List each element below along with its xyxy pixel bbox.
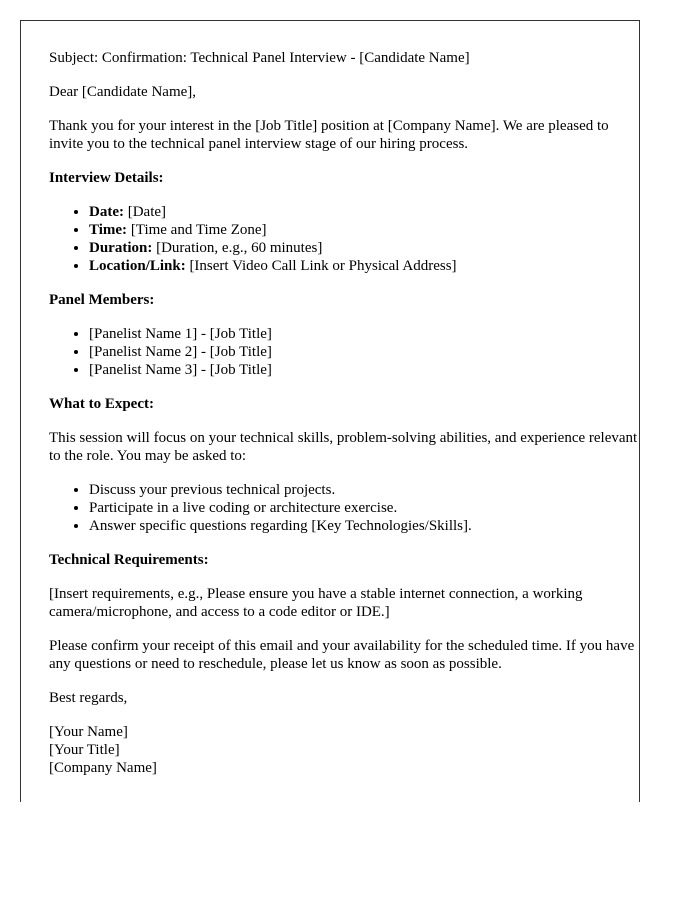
panel-member-item: • [Panelist Name 2] - [Job Title] (89, 343, 679, 361)
interview-details-heading: Interview Details: (49, 170, 164, 186)
technical-requirements-heading: Technical Requirements: (49, 552, 209, 568)
what-to-expect-heading: What to Expect: (49, 396, 154, 412)
detail-item-date (89, 203, 679, 221)
expect-list (49, 481, 679, 535)
signature-block (49, 723, 639, 777)
detail-label: Date: (89, 204, 124, 220)
closing-paragraph: Please confirm your receipt of this email and your availability for the scheduled time. If you have any questions or need to reschedule, please let us know as soon as possible. (49, 638, 635, 672)
panel-member-item: • [Panelist Name 3] - [Job Title] (89, 361, 679, 379)
detail-label: Duration: (89, 240, 153, 256)
greeting: Dear [Candidate Name], (49, 84, 197, 100)
signature-company: [Company Name] (49, 760, 157, 776)
expect-item: • Discuss your previous technical projects. (89, 481, 679, 499)
detail-label: Location/Link: (89, 258, 186, 274)
signature-name: [Your Name] (49, 724, 128, 740)
detail-value: [Date] (123, 204, 167, 220)
panel-member-item: • [Panelist Name 1] - [Job Title] (89, 325, 679, 343)
detail-value: [Duration, e.g., 60 minutes] (152, 240, 323, 256)
requirements-paragraph: [Insert requirements, e.g., Please ensure you have a stable internet connection, a working camera/microphone, and access to a code editor or IDE.] (49, 586, 583, 620)
detail-label: Time: (89, 222, 128, 238)
intro-paragraph: Thank you for your interest in the [Job Title] position at [Company Name]. We are pleased to invite you to the technical panel interview stage of our hiring process. (49, 118, 609, 152)
letter-page (20, 20, 640, 802)
panel-members-heading: Panel Members: (49, 292, 155, 308)
detail-value: [Insert Video Call Link or Physical Address] (185, 258, 457, 274)
signature-title: [Your Title] (49, 742, 120, 758)
subject-line: Subject: Confirmation: Technical Panel Interview - [Candidate Name] (49, 50, 470, 66)
expect-intro-paragraph: This session will focus on your technical skills, problem-solving abilities, and experience relevant to the role. You may be asked to: (49, 430, 638, 464)
detail-item-duration (89, 239, 679, 257)
detail-item-location (89, 257, 679, 275)
interview-details-list (49, 203, 679, 275)
signoff: Best regards, (49, 690, 128, 706)
panel-members-list (49, 325, 679, 379)
expect-item: • Participate in a live coding or architecture exercise. (89, 499, 679, 517)
expect-item: • Answer specific questions regarding [Key Technologies/Skills]. (89, 517, 679, 535)
detail-item-time (89, 221, 679, 239)
detail-value: [Time and Time Zone] (127, 222, 267, 238)
